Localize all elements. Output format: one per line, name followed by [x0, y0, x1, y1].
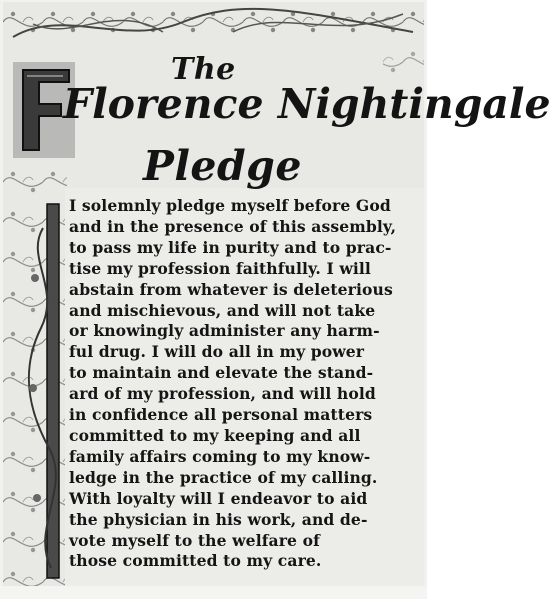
- pledge-line: vote myself to the welfare of: [69, 530, 320, 550]
- title-florence-nightingale: Florence Nightingale: [63, 80, 551, 128]
- illuminated-initial-i-icon: [21, 198, 71, 588]
- pledge-line: I solemnly pledge myself before God: [69, 196, 391, 215]
- pledge-line: family affairs coming to my know-: [69, 446, 371, 466]
- pledge-line: those committed to my care.: [69, 551, 322, 571]
- pledge-line: and mischievous, and will not take: [69, 300, 376, 320]
- pledge-line: ard of my profession, and will hold: [69, 384, 376, 404]
- page-margin: [0, 586, 427, 599]
- title-the: The: [171, 52, 236, 87]
- pledge-line: committed to my keeping and all: [69, 425, 361, 445]
- pledge-text: [69, 196, 414, 572]
- pledge-line: and in the presence of this assembly,: [69, 216, 397, 236]
- title-pledge: Pledge: [143, 142, 302, 190]
- pledge-line: With loyalty will I endeavor to aid: [69, 488, 368, 508]
- pledge-line: to pass my life in purity and to prac-: [69, 237, 392, 257]
- pledge-line: in confidence all personal matters: [69, 405, 373, 425]
- pledge-page: [3, 2, 551, 587]
- pledge-line: ful drug. I will do all in my power: [69, 342, 365, 362]
- pledge-line: the physician in his work, and de-: [69, 509, 368, 529]
- pledge-line: tise my profession faithfully. I will: [69, 258, 371, 278]
- pledge-line: ledge in the practice of my calling.: [69, 467, 378, 487]
- pledge-line: or knowingly administer any harm-: [69, 321, 380, 341]
- pledge-line: to maintain and elevate the stand-: [69, 363, 374, 383]
- pledge-line: abstain from whatever is deleterious: [69, 279, 393, 299]
